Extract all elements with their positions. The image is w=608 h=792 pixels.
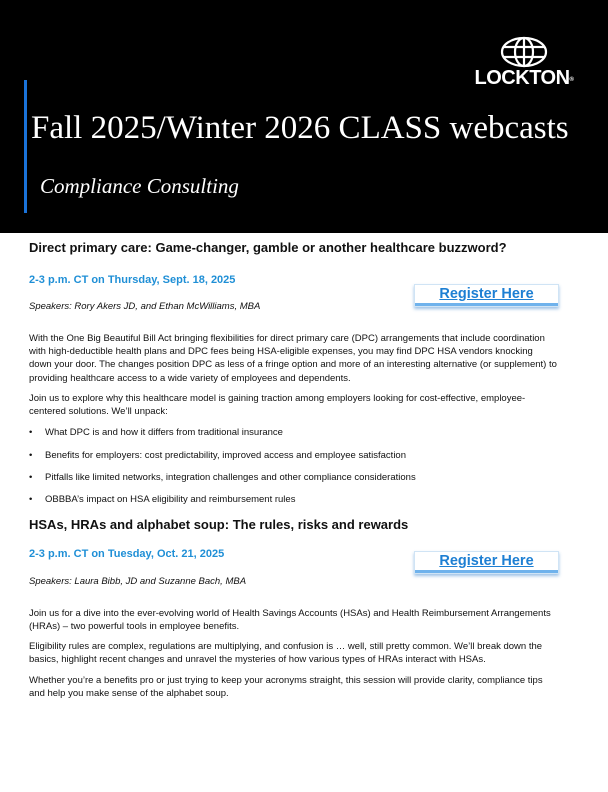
list-item-text: Benefits for employers: cost predictability, improved access and employee satisfaction <box>45 449 406 461</box>
header-banner <box>0 0 608 233</box>
list-item-text: OBBBA’s impact on HSA eligibility and reimbursement rules <box>45 494 296 506</box>
session-time: 2-3 p.m. CT on Tuesday, Oct. 21, 2025 <box>29 547 225 560</box>
session-description: Join us for a dive into the ever-evolving world of Health Savings Accounts (HSAs) and Health Reimbursement Arrangements (HRAs) – two powerful tools in employee benefits. <box>29 607 551 632</box>
list-item <box>29 426 557 439</box>
lockton-logo <box>466 36 582 92</box>
list-item <box>29 471 557 484</box>
list-item-text: What DPC is and how it differs from traditional insurance <box>45 427 283 439</box>
session-dpc <box>29 239 557 506</box>
list-item <box>29 449 557 462</box>
page-title: Fall 2025/Winter 2026 CLASS webcasts <box>31 110 569 146</box>
globe-icon <box>499 36 549 68</box>
session-speakers: Speakers: Laura Bibb, JD and Suzanne Bach, MBA <box>29 575 247 587</box>
content <box>29 239 557 700</box>
accent-bar <box>24 80 27 213</box>
list-item <box>29 493 557 506</box>
session-description: Whether you’re a benefits pro or just trying to keep your acronyms straight, this session will provide clarity, compliance tips and help you make sense of the alphabet soup. <box>29 674 543 699</box>
bullet-glyph: • <box>29 494 33 506</box>
session-title: Direct primary care: Game-changer, gamble or another healthcare buzzword? <box>29 240 507 255</box>
logo-wordmark <box>466 67 582 89</box>
logo-text: LOCKTON <box>474 67 570 89</box>
bullet-glyph: • <box>29 427 33 439</box>
session-hsa-hra <box>29 516 557 700</box>
session-description: Join us to explore why this healthcare model is gaining traction among employers looking for cost-effective, employee-centered solutions. We’ll unpack: <box>29 392 526 418</box>
session-description: Eligibility rules are complex, regulations are multiplying, and confusion is … well, still pretty common. We’ll break down the basics, highlight recent changes and unravel the mysteries of how various types of HRAs interact with HSAs. <box>29 641 543 666</box>
bullet-glyph: • <box>29 472 33 483</box>
registered-mark: ® <box>569 77 574 83</box>
register-button[interactable]: Register Here <box>414 284 559 307</box>
list-item-text: Pitfalls like limited networks, integration challenges and other compliance considerations <box>45 472 416 483</box>
bullet-glyph: • <box>29 449 33 461</box>
bullet-list <box>29 426 557 506</box>
session-speakers: Speakers: Rory Akers JD, and Ethan McWilliams, MBA <box>29 301 261 312</box>
register-button[interactable]: Register Here <box>414 551 559 574</box>
session-description: With the One Big Beautiful Bill Act bringing flexibilities for direct primary care (DPC) arrangements that include coordination with high-deductible health plans and DPC fees being HSA-eligible expenses, you may find DPC HSA vendors knocking down your door. The changes position DPC as less of a fringe option and more of an interesting alternative (or supplement) to providing healthcare access to a wide variety of employees and dependents. <box>29 333 557 384</box>
session-title: HSAs, HRAs and alphabet soup: The rules, risks and rewards <box>29 516 409 532</box>
session-time: 2-3 p.m. CT on Thursday, Sept. 18, 2025 <box>29 274 236 286</box>
page-subtitle: Compliance Consulting <box>40 174 239 198</box>
